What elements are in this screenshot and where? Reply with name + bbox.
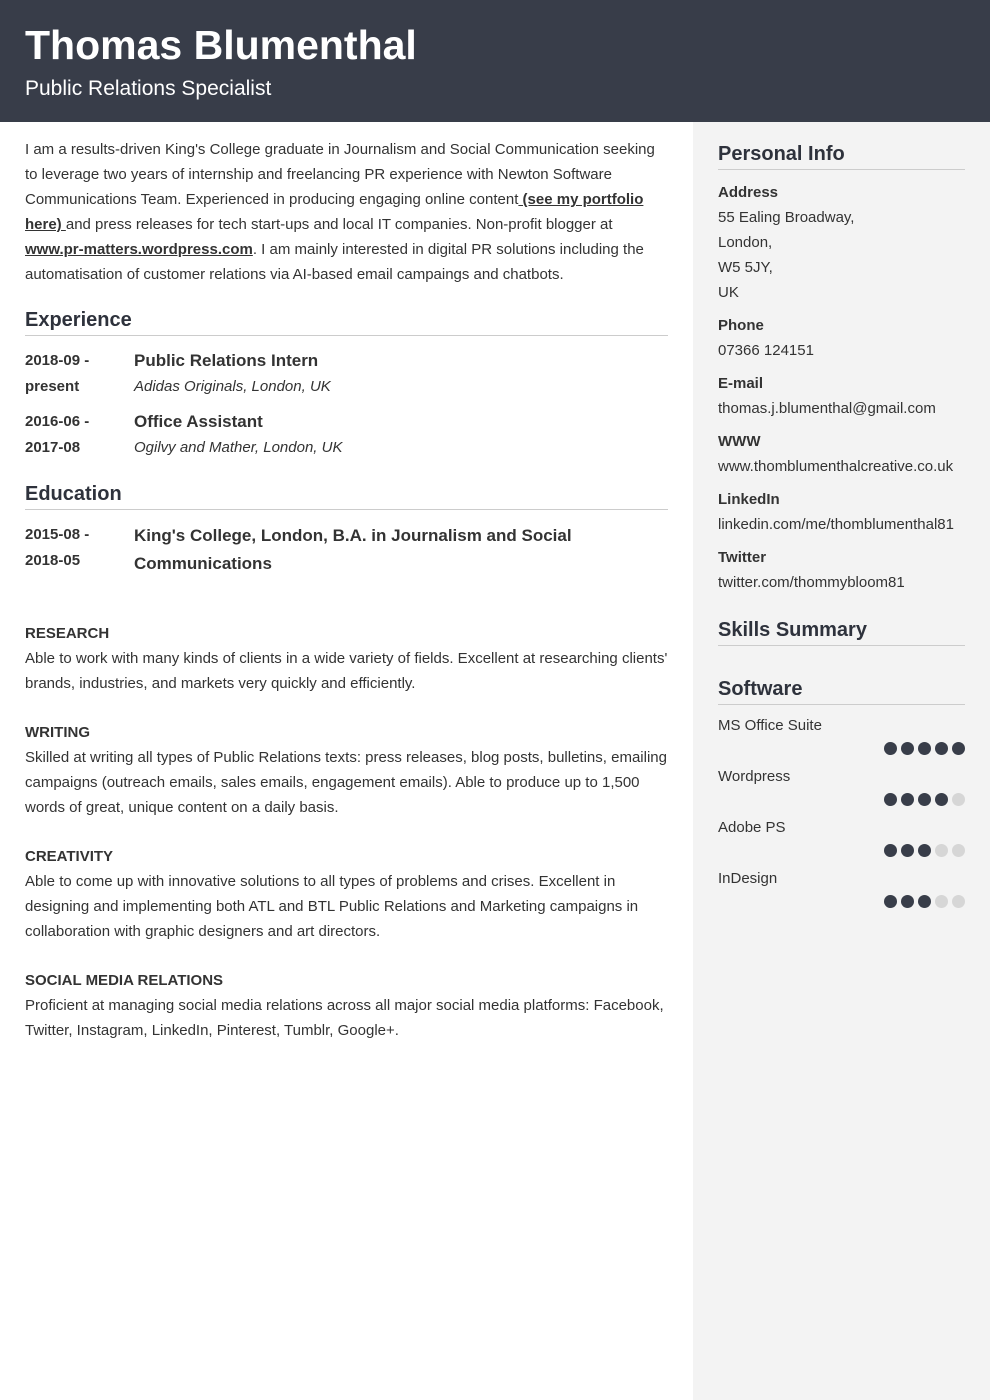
skill-description: Proficient at managing social media relations across all major social media platforms: Facebook, Twitter, Instagram, LinkedIn, Pinterest, Tumblr, Google+. [25,997,664,1039]
address-block [718,180,965,305]
experience-dates [25,348,134,400]
rating-dot-filled [918,793,931,806]
linkedin-value: linkedin.com/me/thomblumenthal81 [718,516,954,533]
skill-description: Able to work with many kinds of clients in a wide variety of fields. Excellent at researching clients' brands, industries, and markets very quickly and efficiently. [25,650,668,692]
date-end: 2018-05 [25,552,81,569]
software-name: Wordpress [718,768,791,785]
rating-dot-filled [901,742,914,755]
phone-block [718,313,965,363]
address-line: 55 Ealing Broadway, [718,209,855,226]
software-item [718,817,965,858]
skill-level-rating [718,742,965,756]
skill-entry [25,969,668,1043]
skill-description: Able to come up with innovative solutions to all types of problems and crises. Excellent in designing and implementing both ATL and BTL Public Relations and Marketing campaigns in collaboration with graphic designers and art directors. [25,873,639,940]
address-label: Address [718,184,779,201]
software-heading: Software [718,676,965,705]
resume-header [0,0,990,122]
rating-dot-filled [884,895,897,908]
skill-level-rating [718,895,965,909]
profile-summary [25,137,668,287]
address-line: London, [718,234,773,251]
skill-level-rating [718,844,965,858]
rating-dot-empty [952,895,965,908]
rating-dot-filled [884,742,897,755]
website-block [718,429,965,479]
job-organization: Adidas Originals, London, UK [134,378,331,395]
software-name: Adobe PS [718,819,786,836]
skill-label: SOCIAL MEDIA RELATIONS [25,972,224,989]
job-role: Public Relations Intern [134,351,319,370]
experience-heading: Experience [25,307,668,336]
experience-dates [25,409,134,461]
phone-label: Phone [718,317,764,334]
twitter-label: Twitter [718,549,767,566]
twitter-value: twitter.com/thommybloom81 [718,574,905,591]
email-block [718,371,965,421]
main-column [25,137,668,1068]
software-list [718,715,965,909]
software-item [718,715,965,756]
degree: King's College, London, B.A. in Journalism and Social Communications [134,526,572,573]
phone-value: 07366 124151 [718,342,814,359]
summary-text-3: . I am mainly interested in digital PR solutions including the automatisation of customer relations via AI-based email campaings and chatbots. [25,241,644,283]
rating-dot-filled [901,844,914,857]
rating-dot-filled [884,844,897,857]
rating-dot-empty [952,793,965,806]
software-item [718,766,965,807]
experience-entry [25,348,668,400]
rating-dot-filled [935,793,948,806]
rating-dot-filled [901,895,914,908]
skill-description: Skilled at writing all types of Public Relations texts: press releases, blog posts, bulletins, emailing campaigns (outreach emails, sales emails, engagement emails). Able to produce up to 1,500 words of great, unique content on a daily basis. [25,749,667,816]
skill-entry [25,622,668,696]
skill-label: WRITING [25,724,90,741]
rating-dot-empty [952,844,965,857]
software-item [718,868,965,909]
experience-entry [25,409,668,461]
education-entry [25,522,668,578]
website-value: www.thomblumenthalcreative.co.uk [718,458,954,475]
experience-list [25,348,668,461]
portfolio-link[interactable]: (see my portfolio here) [25,191,644,233]
address-line: W5 5JY, [718,259,773,276]
email-label: E-mail [718,375,764,392]
software-name: MS Office Suite [718,717,822,734]
rating-dot-filled [918,844,931,857]
rating-dot-filled [884,793,897,806]
education-dates [25,522,134,578]
email-value: thomas.j.blumenthal@gmail.com [718,400,936,417]
date-start: 2018-09 - [25,352,90,369]
education-heading: Education [25,481,668,510]
rating-dot-filled [918,742,931,755]
skill-label: CREATIVITY [25,848,114,865]
summary-text-1: I am a results-driven King's College graduate in Journalism and Social Communication seeking to leverage two years of internship and freelancing PR experience with Newton Software Communications Team. Experienced in producing engaging online content [25,141,655,208]
date-end: present [25,378,80,395]
website-label: WWW [718,433,761,450]
job-organization: Ogilvy and Mather, London, UK [134,439,343,456]
skills-detail-list [25,622,668,1043]
rating-dot-empty [935,895,948,908]
sidebar [718,141,965,909]
twitter-block [718,545,965,595]
rating-dot-filled [952,742,965,755]
date-start: 2015-08 - [25,526,90,543]
rating-dot-filled [901,793,914,806]
personal-info-heading: Personal Info [718,141,965,170]
candidate-name: Thomas Blumenthal [25,22,417,68]
address-line: UK [718,284,739,301]
linkedin-block [718,487,965,537]
blog-link[interactable]: www.pr-matters.wordpress.com [25,241,253,258]
summary-text-2: and press releases for tech start-ups and local IT companies. Non-profit blogger at [65,216,613,233]
skill-entry [25,845,668,944]
rating-dot-empty [935,844,948,857]
candidate-title: Public Relations Specialist [25,77,272,100]
skill-level-rating [718,793,965,807]
date-start: 2016-06 - [25,413,90,430]
skill-label: RESEARCH [25,625,110,642]
skill-entry [25,721,668,820]
rating-dot-filled [935,742,948,755]
skills-summary-heading: Skills Summary [718,617,965,646]
rating-dot-filled [918,895,931,908]
software-name: InDesign [718,870,778,887]
job-role: Office Assistant [134,412,263,431]
date-end: 2017-08 [25,439,81,456]
linkedin-label: LinkedIn [718,491,780,508]
